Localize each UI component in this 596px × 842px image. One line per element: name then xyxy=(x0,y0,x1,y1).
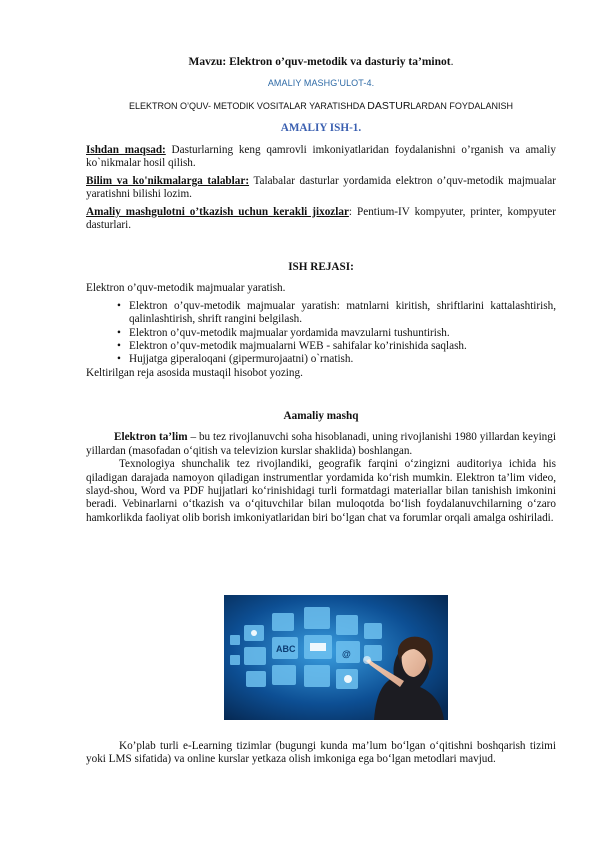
tile-label: @ xyxy=(342,649,351,659)
touchscreen-icon xyxy=(224,595,448,720)
plan-intro: Elektron o’quv-metodik majmualar yaratish. xyxy=(86,282,286,295)
document-page xyxy=(86,56,556,525)
tile-label: ABC xyxy=(276,644,296,654)
elearning-systems-paragraph: Ko’plab turli e-Learning tizimlar (bugungi kunda ma’lum bo‘lgan o‘qitishni boshqarish tizimi yoki LMS sifatida) va online kurslar yetkaza olish imkoniga ega bo‘lgan metodlari mavjud. xyxy=(86,740,556,766)
elearning-paragraph: Elektron ta’lim – bu tez rivojlanuvchi soha hisoblanadi, uning rivojlanishi 1980 yillardan keyingi yillardan (masofadan o‘qitish va televizion kurslar shaklida) boshlangan. xyxy=(86,431,556,457)
elearning-illustration xyxy=(224,595,448,720)
list-item: • Elektron o’quv-metodik majmualar yaratish: matnlarni kiritish, shriftlarini kattalashtirish, qalinlashtirish, shrift rangini belgilash. xyxy=(119,300,556,327)
list-item: • Elektron o’quv-metodik majmualarni WEB - sahifalar ko’rinishida saqlash. xyxy=(119,340,556,353)
document-subtitle: AMALIY MASHG’ULOT-4. xyxy=(267,78,375,88)
equipment-paragraph: Amaliy mashgulotni o’tkazish uchun kerakli jixozlar: Pentium-IV kompyuter, printer, kompyuter dasturlari. xyxy=(86,205,556,232)
practice-heading: Aamaliy mashq xyxy=(283,410,359,423)
plan-heading: ISH REJASI: xyxy=(288,261,354,274)
list-item: • Hujjatga giperaloqani (gipermurojaatni) o`rnatish. xyxy=(119,353,556,366)
plan-list xyxy=(86,300,556,367)
requirements-paragraph: Bilim va ko'nikmalarga talablar: Talabalar dasturlar yordamida elektron o’quv-metodik majmualar yaratishni bilishi lozim. xyxy=(86,174,556,201)
list-item: • Elektron o’quv-metodik majmualar yordamida mavzularni tushuntirish. xyxy=(119,327,556,340)
goal-paragraph: Ishdan maqsad: Dasturlarning keng qamrovli imkoniyatlaridan foydalanishni o’rganish va amaliy ko`nikmalar hosil qilish. xyxy=(86,144,556,170)
section-heading: ELEKTRON O’QUV- METODIK VOSITALAR YARATISHDA DASTURLARDAN FOYDALANISH xyxy=(129,100,513,112)
practice-number: AMALIY ISH-1. xyxy=(280,122,362,134)
document-title: Mavzu: Elektron o’quv-metodik va dasturiy ta’minot. xyxy=(188,56,454,68)
technology-paragraph: Texnologiya shunchalik tez rivojlandiki, geografik farqini o‘zingizni auditoriya ichida his qiladigan darajada namoyon qiladigan instrumentlar yordamida ko‘rish mumkin. Elektron ta’lim video, slayd-shou, Word va PDF hujjatlari ko‘rinishidagi turli formatdagi materiallar bilan tanishish imkonini beradi. Vebinarlarni o‘tkazish va o‘qituvchilar bilan muloqotda bo‘lish foydalanuvchilarning o‘zaro hamkorlikda faoliyat olib borish imkoniyatlaridan biri bo‘lgan chat va forumlar orqali amalga oshiriladi. xyxy=(86,458,556,524)
plan-outro: Keltirilgan reja asosida mustaqil hisobot yozing. xyxy=(86,366,303,379)
